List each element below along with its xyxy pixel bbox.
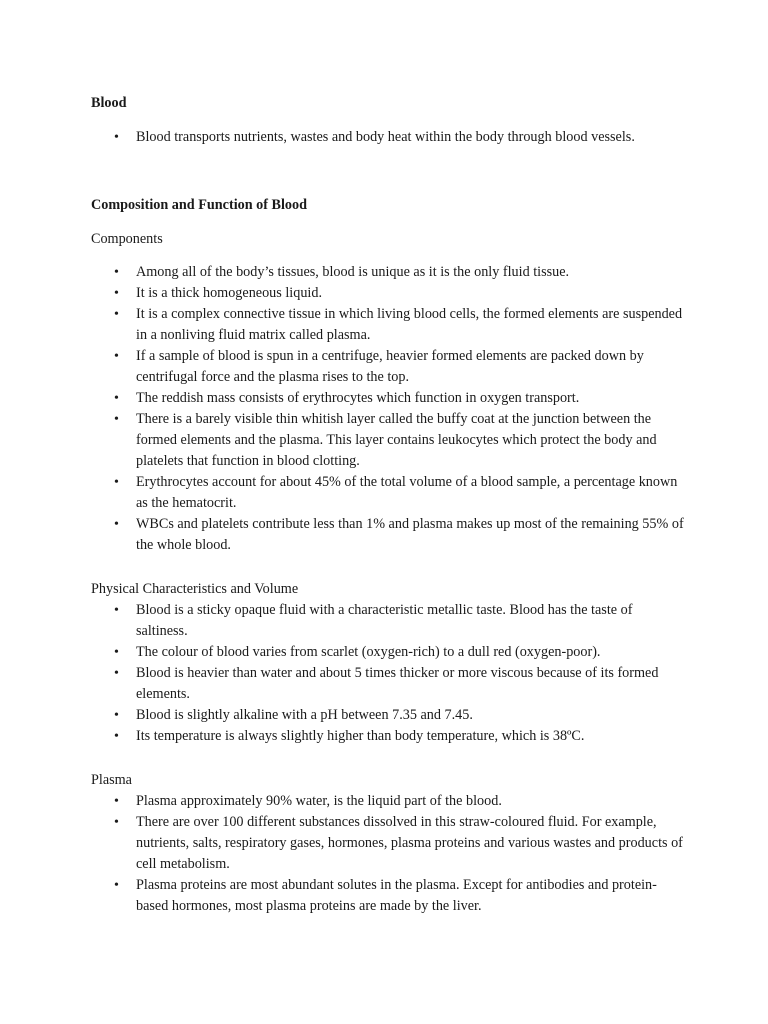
- bullet-icon: •: [114, 708, 119, 723]
- bullet-icon: •: [114, 475, 119, 490]
- subheading-components: Components: [91, 231, 163, 247]
- list-item: • Plasma proteins are most abundant solutes in the plasma. Except for antibodies and protein-based hormones, most plasma proteins are made by the liver.: [114, 877, 657, 914]
- bullet-icon: •: [114, 603, 119, 618]
- bullet-icon: •: [114, 878, 119, 893]
- bullet-icon: •: [114, 412, 119, 427]
- list-item: • It is a complex connective tissue in which living blood cells, the formed elements are suspended in a nonliving fluid matrix called plasma.: [114, 306, 683, 343]
- list-item: • Erythrocytes account for about 45% of the total volume of a blood sample, a percentage known as the hematocrit.: [114, 474, 678, 511]
- list-item: • Among all of the body’s tissues, blood is unique as it is the only fluid tissue.: [0, 262, 768, 283]
- bullet-icon: •: [114, 265, 119, 280]
- list-item: • Its temperature is always slightly higher than body temperature, which is 38ºC.: [0, 726, 768, 747]
- bullet-icon: •: [114, 130, 119, 145]
- list-item: • Blood is a sticky opaque fluid with a characteristic metallic taste. Blood has the taste of saltiness.: [114, 602, 633, 639]
- heading-composition: Composition and Function of Blood: [91, 197, 308, 213]
- list-item: • Blood is heavier than water and about 5 times thicker or more viscous because of its formed elements.: [114, 665, 659, 702]
- list-item: • Plasma approximately 90% water, is the liquid part of the blood.: [0, 791, 768, 812]
- bullet-icon: •: [114, 517, 119, 532]
- bullet-icon: •: [114, 729, 119, 744]
- list-item: • WBCs and platelets contribute less than 1% and plasma makes up most of the remaining 55% of the whole blood.: [114, 516, 684, 553]
- list-plasma: [0, 791, 768, 917]
- list-item: • Blood is slightly alkaline with a pH between 7.35 and 7.45.: [0, 705, 768, 726]
- bullet-icon: •: [114, 645, 119, 660]
- bullet-icon: •: [114, 286, 119, 301]
- list-item: • It is a thick homogeneous liquid.: [0, 283, 768, 304]
- list-item: • The reddish mass consists of erythrocytes which function in oxygen transport.: [0, 388, 768, 409]
- subheading-plasma: Plasma: [91, 772, 132, 788]
- bullet-icon: •: [114, 666, 119, 681]
- bullet-icon: •: [114, 307, 119, 322]
- heading-blood: Blood: [91, 95, 127, 111]
- list-item: • The colour of blood varies from scarlet (oxygen-rich) to a dull red (oxygen-poor).: [0, 642, 768, 663]
- list-item: • If a sample of blood is spun in a centrifuge, heavier formed elements are packed down by centrifugal force and the plasma rises to the top.: [114, 348, 644, 385]
- list-item: • There are over 100 different substances dissolved in this straw-coloured fluid. For example, nutrients, salts, respiratory gases, hormones, plasma proteins and various wastes and products of cell metabolism.: [114, 814, 683, 872]
- bullet-icon: •: [114, 349, 119, 364]
- bullet-icon: •: [114, 391, 119, 406]
- list-item: • There is a barely visible thin whitish layer called the buffy coat at the junction between the formed elements and the plasma. This layer contains leukocytes which protect the body and platelets that function in blood clotting.: [114, 411, 657, 469]
- list-item: • Blood transports nutrients, wastes and body heat within the body through blood vessels.: [0, 127, 768, 148]
- bullet-icon: •: [114, 815, 119, 830]
- list-physical: [0, 600, 768, 747]
- subheading-physical: Physical Characteristics and Volume: [91, 581, 299, 597]
- list-blood: [0, 127, 768, 148]
- bullet-icon: •: [114, 794, 119, 809]
- list-components: [0, 262, 768, 556]
